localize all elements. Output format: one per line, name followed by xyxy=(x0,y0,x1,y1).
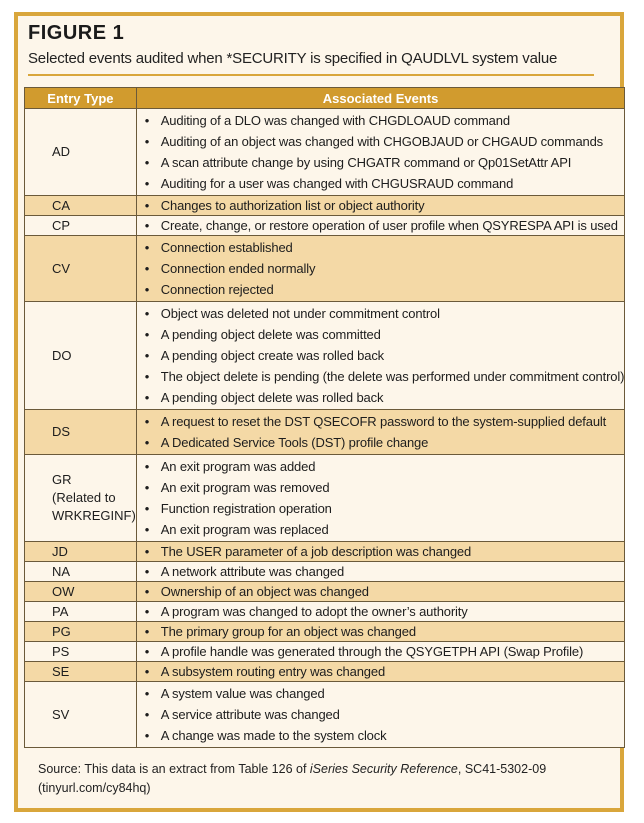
bullet-icon: • xyxy=(144,707,150,722)
list-item xyxy=(145,456,624,477)
list-item xyxy=(145,432,624,453)
event-text: A change was made to the system clock xyxy=(160,728,387,743)
list-item xyxy=(145,173,624,194)
associated-events-cell xyxy=(136,109,624,196)
entry-type-note: (Related to xyxy=(52,490,116,505)
event-text: Connection rejected xyxy=(160,282,274,297)
event-text: A pending object delete was rolled back xyxy=(160,390,384,405)
table-row xyxy=(25,542,625,562)
entry-type-code: NA xyxy=(52,563,71,579)
entry-type-code: CP xyxy=(52,217,71,233)
entry-type-code: PS xyxy=(52,643,70,659)
entry-type-cell xyxy=(25,302,137,410)
list-item xyxy=(145,131,624,152)
table-row xyxy=(25,562,625,582)
table-row xyxy=(25,302,625,410)
table-row xyxy=(25,682,625,748)
list-item xyxy=(145,152,624,173)
list-item xyxy=(145,303,624,324)
entry-type-code: DO xyxy=(52,347,72,363)
bullet-icon: • xyxy=(144,624,150,639)
list-item xyxy=(145,366,624,387)
event-list xyxy=(137,196,624,215)
entry-type-code: DS xyxy=(52,424,71,439)
event-text: Auditing of an object was changed with CHGOBJAUD or CHGAUD commands xyxy=(160,134,604,149)
figure-title: FIGURE 1 xyxy=(28,22,125,44)
table-row xyxy=(25,455,625,542)
bullet-icon: • xyxy=(144,604,150,619)
associated-events-cell xyxy=(136,410,624,455)
event-list xyxy=(137,562,624,581)
entry-type-code: AD xyxy=(52,144,71,159)
list-item xyxy=(145,345,624,366)
entry-type-cell xyxy=(25,542,137,562)
associated-events-cell xyxy=(136,662,624,682)
associated-events-cell xyxy=(136,196,624,216)
source-suffix: , SC41-5302-09 xyxy=(457,762,547,776)
header-associated-events: Associated Events xyxy=(136,88,624,109)
bullet-icon: • xyxy=(144,564,150,579)
associated-events-cell xyxy=(136,455,624,542)
title-divider xyxy=(28,74,594,76)
table-row xyxy=(25,642,625,662)
event-list xyxy=(137,236,624,301)
entry-type-cell xyxy=(25,410,137,455)
bullet-icon: • xyxy=(144,544,150,559)
entry-type-cell xyxy=(25,455,137,542)
entry-type-cell xyxy=(25,236,137,302)
entry-type-cell xyxy=(25,622,137,642)
bullet-icon: • xyxy=(144,327,150,342)
table-row xyxy=(25,196,625,216)
event-text: A network attribute was changed xyxy=(160,564,345,579)
event-text: A system value was changed xyxy=(160,686,325,701)
table-row xyxy=(25,582,625,602)
entry-type-cell xyxy=(25,562,137,582)
event-text: A program was changed to adopt the owner’s authority xyxy=(160,604,468,619)
list-item xyxy=(145,562,624,581)
associated-events-cell xyxy=(136,642,624,662)
bullet-icon: • xyxy=(144,664,150,679)
entry-type-code: OW xyxy=(52,583,75,599)
source-note xyxy=(38,760,598,798)
list-item xyxy=(145,216,624,235)
bullet-icon: • xyxy=(144,584,150,599)
list-item xyxy=(145,642,624,661)
list-item xyxy=(145,622,624,641)
bullet-icon: • xyxy=(144,459,150,474)
bullet-icon: • xyxy=(144,414,150,429)
list-item xyxy=(145,704,624,725)
entry-type-cell xyxy=(25,582,137,602)
event-text: A profile handle was generated through the QSYGETPH API (Swap Profile) xyxy=(160,644,584,659)
event-text: An exit program was removed xyxy=(160,480,330,495)
entry-type-code: CA xyxy=(52,197,71,213)
bullet-icon: • xyxy=(144,644,150,659)
event-list xyxy=(137,582,624,601)
event-list xyxy=(137,542,624,561)
event-text: A scan attribute change by using CHGATR command or Qp01SetAttr API xyxy=(160,155,572,170)
associated-events-cell xyxy=(136,602,624,622)
event-text: The primary group for an object was changed xyxy=(160,624,416,639)
table-body xyxy=(25,109,625,748)
list-item xyxy=(145,498,624,519)
table-row xyxy=(25,602,625,622)
entry-type-code: GR xyxy=(52,472,72,487)
event-list xyxy=(137,302,624,409)
entry-type-code: SV xyxy=(52,706,70,722)
entry-type-code: PA xyxy=(52,603,69,619)
security-events-table xyxy=(24,87,625,748)
list-item xyxy=(145,602,624,621)
entry-type-code: SE xyxy=(52,663,70,679)
list-item xyxy=(145,411,624,432)
event-text: A pending object delete was committed xyxy=(160,327,381,342)
entry-type-cell xyxy=(25,196,137,216)
bullet-icon: • xyxy=(144,240,150,255)
entry-type-code: JD xyxy=(52,543,68,559)
bullet-icon: • xyxy=(144,113,150,128)
bullet-icon: • xyxy=(144,198,150,213)
event-text: The USER parameter of a job description was changed xyxy=(160,544,472,559)
bullet-icon: • xyxy=(144,728,150,743)
event-text: Auditing of a DLO was changed with CHGDLOAUD command xyxy=(160,113,510,128)
entry-type-cell xyxy=(25,662,137,682)
entry-type-note: WRKREGINF) xyxy=(52,508,136,523)
associated-events-cell xyxy=(136,562,624,582)
bullet-icon: • xyxy=(144,501,150,516)
list-item xyxy=(145,196,624,215)
bullet-icon: • xyxy=(144,390,150,405)
entry-type-cell xyxy=(25,109,137,196)
bullet-icon: • xyxy=(144,435,150,450)
bullet-icon: • xyxy=(144,522,150,537)
event-text: Object was deleted not under commitment control xyxy=(160,306,440,321)
event-text: An exit program was replaced xyxy=(160,522,329,537)
source-book-title: iSeries Security Reference xyxy=(309,762,458,776)
bullet-icon: • xyxy=(144,686,150,701)
associated-events-cell xyxy=(136,302,624,410)
figure-subtitle: Selected events audited when *SECURITY is specified in QAUDLVL system value xyxy=(28,50,558,67)
event-list xyxy=(137,410,624,454)
bullet-icon: • xyxy=(144,348,150,363)
event-text: Auditing for a user was changed with CHGUSRAUD command xyxy=(160,176,514,191)
event-list xyxy=(137,109,624,195)
associated-events-cell xyxy=(136,682,624,748)
event-list xyxy=(137,642,624,661)
table-row xyxy=(25,410,625,455)
event-text: A pending object create was rolled back xyxy=(160,348,385,363)
list-item xyxy=(145,519,624,540)
bullet-icon: • xyxy=(144,480,150,495)
list-item xyxy=(145,324,624,345)
event-list xyxy=(137,622,624,641)
bullet-icon: • xyxy=(144,176,150,191)
event-list xyxy=(137,602,624,621)
source-prefix: Source: This data is an extract from Table 126 of xyxy=(38,762,310,776)
event-text: Function registration operation xyxy=(160,501,332,516)
event-text: Connection established xyxy=(160,240,293,255)
list-item xyxy=(145,387,624,408)
entry-type-code: PG xyxy=(52,623,71,639)
associated-events-cell xyxy=(136,236,624,302)
event-text: A subsystem routing entry was changed xyxy=(160,664,386,679)
associated-events-cell xyxy=(136,622,624,642)
table-header-row xyxy=(25,88,625,109)
bullet-icon: • xyxy=(144,261,150,276)
event-text: Changes to authorization list or object authority xyxy=(160,198,425,213)
entry-type-code: CV xyxy=(52,260,71,276)
event-text: Connection ended normally xyxy=(160,261,316,276)
bullet-icon: • xyxy=(144,306,150,321)
list-item xyxy=(145,279,624,300)
list-item xyxy=(145,725,624,746)
associated-events-cell xyxy=(136,216,624,236)
event-list xyxy=(137,682,624,747)
table-row xyxy=(25,622,625,642)
entry-type-cell xyxy=(25,682,137,748)
bullet-icon: • xyxy=(144,218,150,233)
event-text: A service attribute was changed xyxy=(160,707,340,722)
event-text: The object delete is pending (the delete was performed under commitment control) xyxy=(160,369,625,384)
entry-type-cell xyxy=(25,216,137,236)
list-item xyxy=(145,237,624,258)
bullet-icon: • xyxy=(144,282,150,297)
table-row xyxy=(25,109,625,196)
entry-type-cell xyxy=(25,602,137,622)
list-item xyxy=(145,582,624,601)
associated-events-cell xyxy=(136,582,624,602)
list-item xyxy=(145,258,624,279)
event-text: A Dedicated Service Tools (DST) profile change xyxy=(160,435,429,450)
event-text: A request to reset the DST QSECOFR password to the system-supplied default xyxy=(160,414,607,429)
list-item xyxy=(145,110,624,131)
source-link[interactable]: (tinyurl.com/cy84hq) xyxy=(38,781,151,795)
table-row xyxy=(25,662,625,682)
header-entry-type: Entry Type xyxy=(25,88,137,109)
table-row xyxy=(25,236,625,302)
event-text: Create, change, or restore operation of user profile when QSYRESPA API is used xyxy=(160,218,618,233)
event-list xyxy=(137,455,624,541)
entry-type-cell xyxy=(25,642,137,662)
table-row xyxy=(25,216,625,236)
list-item xyxy=(145,542,624,561)
event-text: An exit program was added xyxy=(160,459,316,474)
bullet-icon: • xyxy=(144,134,150,149)
list-item xyxy=(145,662,624,681)
bullet-icon: • xyxy=(144,369,150,384)
associated-events-cell xyxy=(136,542,624,562)
event-list xyxy=(137,662,624,681)
list-item xyxy=(145,477,624,498)
event-list xyxy=(137,216,624,235)
bullet-icon: • xyxy=(144,155,150,170)
event-text: Ownership of an object was changed xyxy=(160,584,369,599)
list-item xyxy=(145,683,624,704)
